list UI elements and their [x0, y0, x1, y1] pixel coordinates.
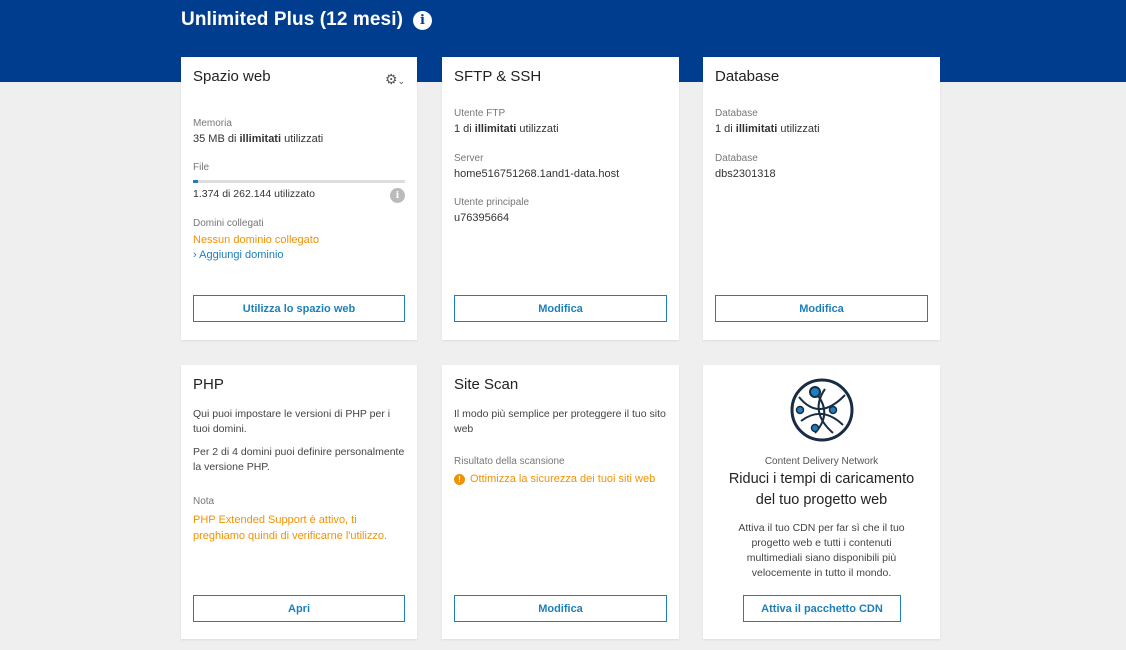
info-icon[interactable]: i	[413, 11, 432, 30]
sitescan-result-block	[454, 456, 667, 485]
files-info-icon[interactable]: i	[390, 188, 405, 203]
use-webspace-button[interactable]: Utilizza lo spazio web	[193, 295, 405, 322]
php-note-block	[193, 496, 405, 544]
db-name-label: Database	[715, 153, 758, 164]
webspace-card-title: Spazio web	[193, 68, 271, 85]
gear-icon[interactable]: ⚙⌄	[384, 71, 405, 87]
domains-value: Nessun dominio collegato	[193, 234, 319, 246]
php-open-button[interactable]: Apri	[193, 595, 405, 622]
main-user-block	[454, 197, 667, 224]
memory-label: Memoria	[193, 118, 232, 129]
sitescan-card-title: Site Scan	[454, 376, 519, 393]
sitescan-result-value: ! Ottimizza la sicurezza dei tuoi siti web	[454, 473, 667, 485]
sitescan-result-label: Risultato della scansione	[454, 456, 565, 467]
domains-block	[193, 218, 405, 261]
ftp-user-label: Utente FTP	[454, 108, 506, 119]
files-label: File	[193, 162, 210, 173]
php-card-title: PHP	[193, 376, 224, 393]
webspace-card	[181, 57, 417, 340]
php-note-label: Nota	[193, 496, 215, 507]
page-title-text: Unlimited Plus (12 mesi)	[181, 9, 404, 30]
db-count-block	[715, 108, 928, 135]
chevron-right-icon: ›	[193, 249, 197, 261]
php-desc-1: Qui puoi impostare le versioni di PHP per i tuoi domini.	[193, 408, 391, 435]
warning-icon: !	[454, 474, 465, 485]
cdn-description: Attiva il tuo CDN per far sì che il tuo progetto web e tutti i contenuti multimediali siano disponibili più velocemente in tutto il mondo.	[738, 522, 905, 579]
network-globe-icon	[789, 377, 855, 443]
server-label: Server	[454, 153, 484, 164]
php-card	[181, 365, 417, 639]
cdn-headline: Riduci i tempi di caricamento del tuo progetto web	[728, 471, 915, 508]
sftp-edit-button[interactable]: Modifica	[454, 295, 667, 322]
sftp-card	[442, 57, 679, 340]
cdn-card	[703, 365, 940, 639]
files-block	[193, 162, 405, 204]
activate-cdn-button[interactable]: Attiva il pacchetto CDN	[743, 595, 901, 622]
files-progress-bar	[193, 180, 405, 183]
sitescan-card	[442, 365, 679, 639]
memory-value: 35 MB di illimitati utilizzati	[193, 133, 324, 145]
files-value: 1.374 di 262.144 utilizzato	[193, 188, 316, 200]
db-count-value: 1 di illimitati utilizzati	[715, 123, 820, 135]
sitescan-edit-button[interactable]: Modifica	[454, 595, 667, 622]
php-note-value: PHP Extended Support è attivo, ti preghiamo quindi di verificarne l'utilizzo.	[193, 514, 388, 542]
db-count-label: Database	[715, 108, 758, 119]
domains-label: Domini collegati	[193, 218, 264, 229]
php-desc-2: Per 2 di 4 domini puoi definire personalmente la versione PHP.	[193, 446, 405, 473]
db-name-block	[715, 153, 928, 180]
ftp-user-block	[454, 108, 667, 135]
ftp-user-value: 1 di illimitati utilizzati	[454, 123, 559, 135]
add-domain-link[interactable]: › Aggiungi dominio	[193, 249, 284, 261]
memory-block	[193, 118, 405, 145]
page-title	[181, 9, 432, 31]
db-name-value: dbs2301318	[715, 168, 776, 180]
files-progress-fill	[193, 180, 198, 183]
main-user-label: Utente principale	[454, 197, 530, 208]
database-edit-button[interactable]: Modifica	[715, 295, 928, 322]
database-card	[703, 57, 940, 340]
cdn-kicker: Content Delivery Network	[764, 456, 879, 467]
server-value: home516751268.1and1-data.host	[454, 168, 620, 180]
server-block	[454, 153, 667, 180]
database-card-title: Database	[715, 68, 780, 85]
main-user-value: u76395664	[454, 212, 510, 224]
sitescan-desc: Il modo più semplice per proteggere il tuo sito web	[454, 408, 666, 435]
sftp-card-title: SFTP & SSH	[454, 68, 542, 85]
